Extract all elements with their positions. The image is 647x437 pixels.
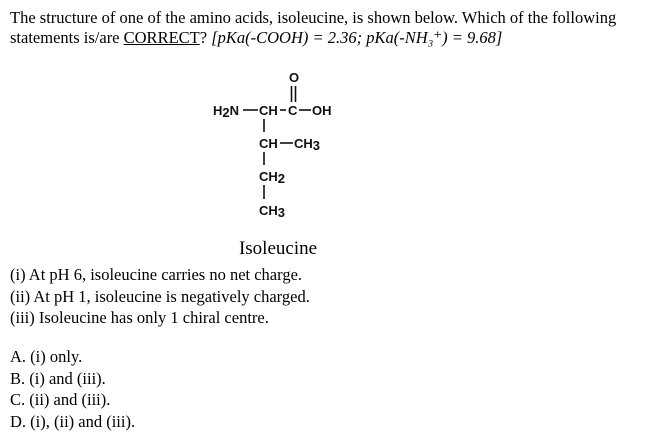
gamma-carbon-label <box>259 169 285 186</box>
methyl-group-label <box>294 136 320 153</box>
methyl-c: CH <box>294 136 313 151</box>
gamma-subscript: 2 <box>277 171 286 186</box>
option-a[interactable]: A. (i) only. <box>10 347 83 366</box>
question-emphasis: CORRECT <box>123 28 200 47</box>
statement-ii: (ii) At pH 1, isoleucine is negatively charged. <box>10 286 310 306</box>
delta-carbon-label <box>259 203 285 220</box>
amine-h: H <box>213 103 223 118</box>
question-part2: ? <box>199 28 212 47</box>
statement-iii: (iii) Isoleucine has only 1 chiral centre. <box>10 308 269 327</box>
structure-caption: Isoleucine <box>238 238 318 259</box>
pka-values: [pKa(-COOH) = 2.36; pKa(-NH₃⁺) = 9.68] <box>211 28 503 47</box>
alpha-carbon-label: CH <box>259 103 278 118</box>
question-part1: The structure of one of the amino acids, isoleucine, is shown below. Which of the following statements is/are <box>10 8 617 47</box>
methyl-subscript: 3 <box>312 138 321 153</box>
delta-c: CH <box>259 203 278 218</box>
statements-list <box>10 264 310 329</box>
amine-group <box>213 103 239 120</box>
option-d[interactable]: D. (i), (ii) and (iii). <box>10 411 136 431</box>
carbonyl-oxygen-label: O <box>289 70 300 85</box>
amine-subscript: 2 <box>222 105 230 120</box>
hydroxyl-label: OH <box>312 103 332 118</box>
delta-subscript: 3 <box>277 205 286 220</box>
option-c[interactable]: C. (ii) and (iii). <box>10 390 111 409</box>
amine-n: N <box>229 103 240 118</box>
statement-i: (i) At pH 6, isoleucine carries no net charge. <box>10 265 303 284</box>
answer-options <box>10 346 135 432</box>
beta-carbon-label: CH <box>259 136 278 151</box>
carboxyl-carbon-label: C <box>288 103 298 118</box>
option-b[interactable]: B. (i) and (iii). <box>10 368 106 388</box>
gamma-c: CH <box>259 169 278 184</box>
